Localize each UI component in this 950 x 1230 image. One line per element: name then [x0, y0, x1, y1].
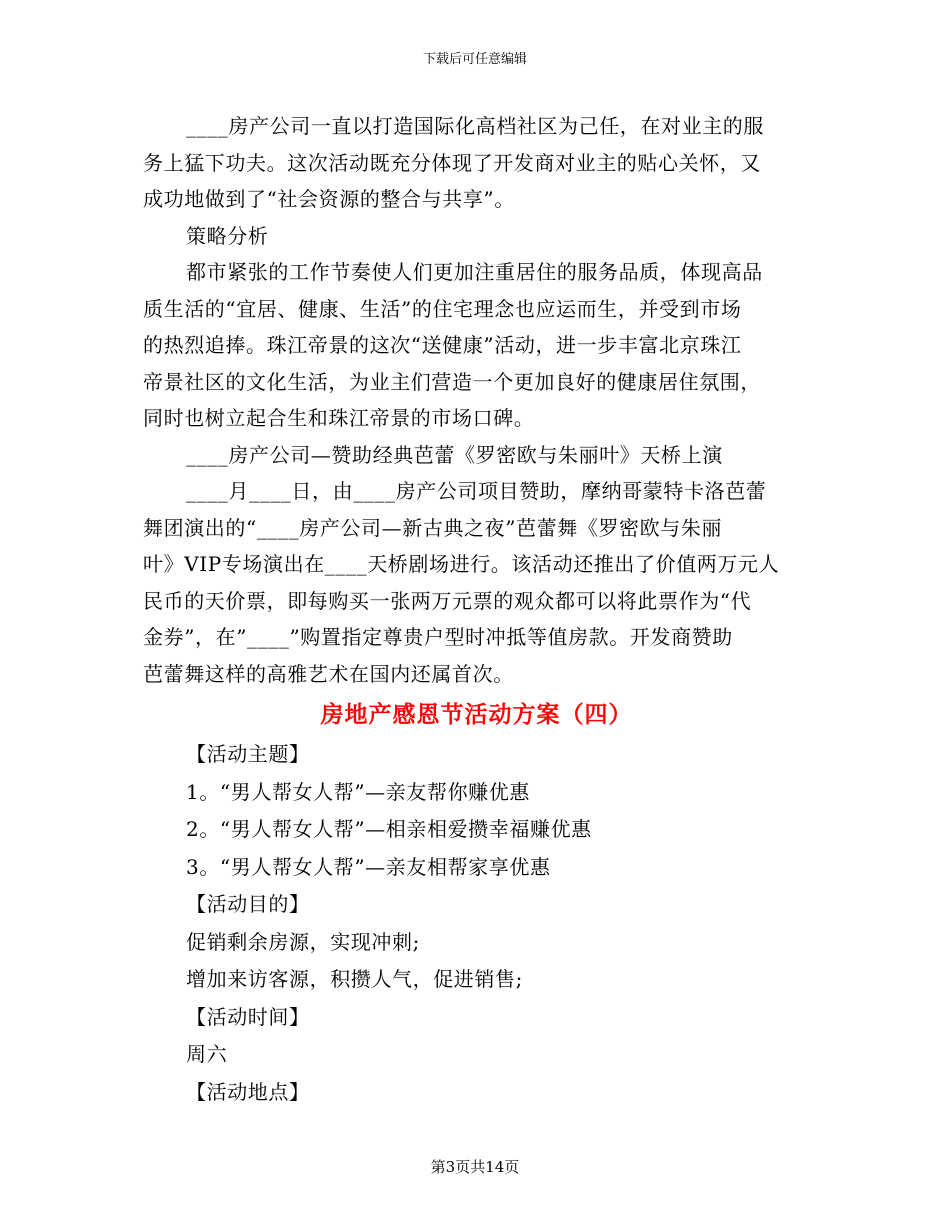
- ballet-heading: ____房产公司—赞助经典芭蕾《罗密欧与朱丽叶》天桥上演: [186, 442, 723, 467]
- list-item: 【活动地点】: [186, 1079, 310, 1104]
- list-item: 【活动时间】: [186, 1004, 310, 1029]
- document-body: [143, 108, 810, 1111]
- text-line: 舞团演出的“____房产公司—新古典之夜”芭蕾舞《罗密欧与朱丽: [143, 515, 723, 540]
- list-item: 3。“男人帮女人帮”—亲友相帮家享优惠: [186, 854, 551, 879]
- list-item: 1。“男人帮女人帮”—亲友帮你赚优惠: [186, 779, 530, 804]
- text-line: ____房产公司一直以打造国际化高档社区为己任，在对业主的服: [186, 114, 764, 138]
- list-item: 【活动目的】: [186, 892, 310, 916]
- strategy-heading: 策略分析: [186, 223, 269, 248]
- list-item: 促销剩余房源，实现冲刺;: [186, 929, 420, 954]
- text-line: ____月____日，由____房产公司项目赞助，摩纳哥蒙特卡洛芭蕾: [186, 479, 767, 503]
- text-line: 叶》VIP专场演出在____天桥剧场进行。该活动还推出了价值两万元人: [143, 552, 780, 576]
- strategy-paragraph: [143, 254, 810, 437]
- text-line: 成功地做到了“社会资源的整合与共享”。: [143, 187, 515, 211]
- text-line: 务上猛下功夫。这次活动既充分体现了开发商对业主的贴心关怀，又: [143, 150, 761, 175]
- page-footer: 第3页共14页: [430, 1158, 520, 1176]
- text-line: 都市紧张的工作节奏使人们更加注重居住的服务品质，体现高品: [186, 260, 763, 284]
- text-line: 的热烈追捧。珠江帝景的这次“送健康”活动，进一步丰富北京珠江: [143, 333, 742, 357]
- list-item: 2。“男人帮女人帮”—相亲相爱攒幸福赚优惠: [186, 817, 592, 841]
- page-header: 下载后可任意编辑: [422, 52, 527, 67]
- intro-paragraph: [143, 108, 810, 218]
- section-title: 房地产感恩节活动方案（四）: [320, 701, 633, 728]
- text-line: 帝景社区的文化生活，为业主们营造一个更加良好的健康居住氛围，: [143, 369, 761, 394]
- list-item: 增加来访客源，积攒人气，促进销售;: [186, 967, 523, 991]
- text-line: 金券”，在”____”购置指定尊贵户型时冲抵等值房款。开发商赞助: [143, 625, 733, 649]
- section-items: [143, 736, 810, 1111]
- list-item: 周六: [186, 1042, 228, 1066]
- text-line: 质生活的“宜居、健康、生活”的住宅理念也应运而生，并受到市场: [143, 296, 742, 321]
- text-line: 芭蕾舞这样的高雅艺术在国内还属首次。: [143, 661, 514, 686]
- ballet-paragraph: [143, 473, 810, 692]
- text-line: 同时也树立起合生和珠江帝景的市场口碑。: [143, 406, 535, 430]
- text-line: 民币的天价票，即每购买一张两万元票的观众都可以将此票作为“代: [143, 588, 752, 613]
- list-item: 【活动主题】: [186, 742, 310, 766]
